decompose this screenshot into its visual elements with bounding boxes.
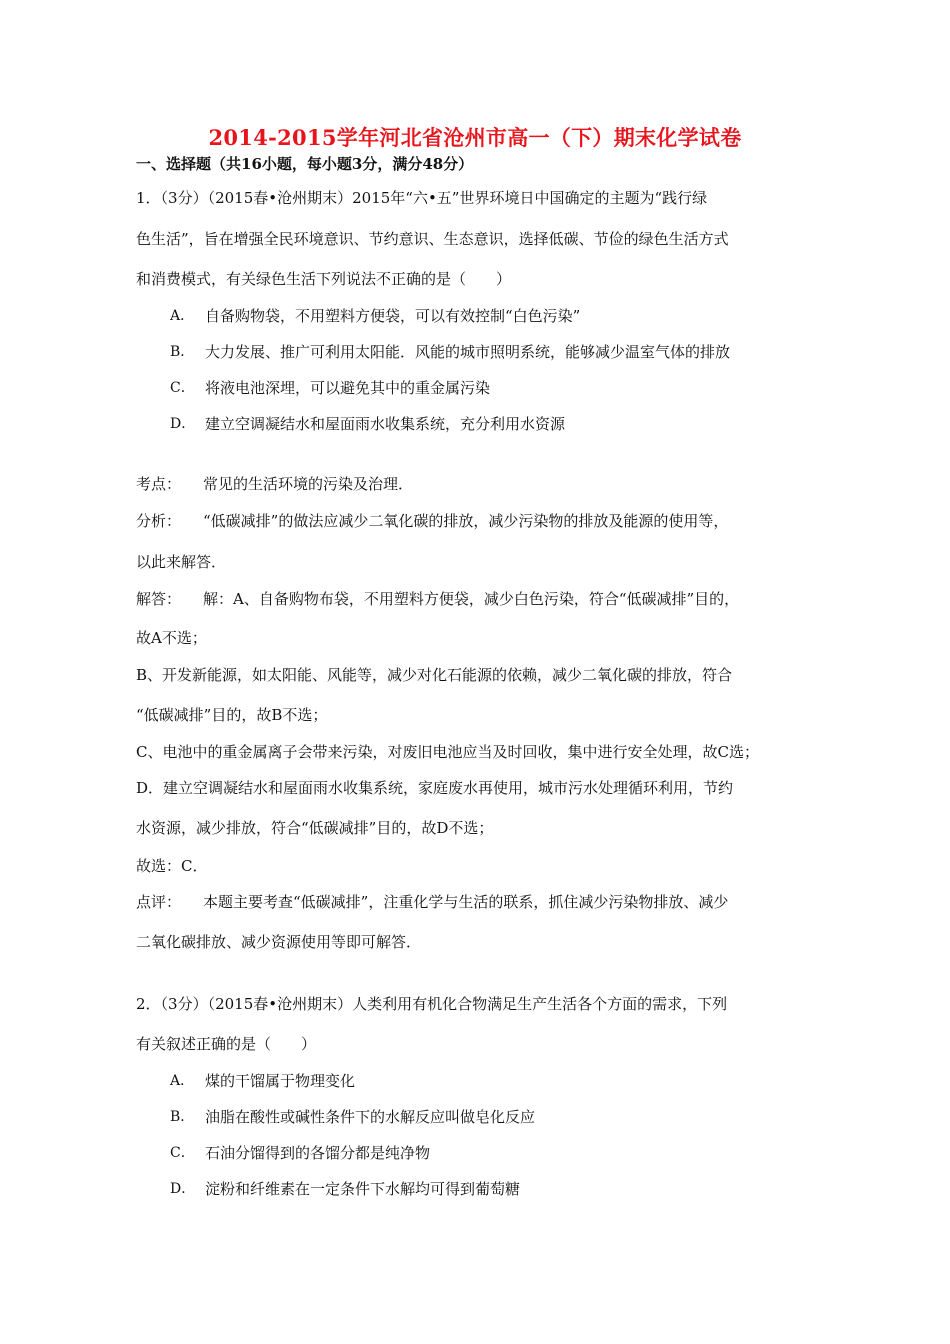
jieda-line: C、电池中的重金属离子会带来污染，对废旧电池应当及时回收，集中进行安全处理，故C选； (136, 743, 759, 761)
jieda-line: “低碳减排”目的，故B不选； (136, 706, 328, 724)
jieda-line: 水资源，减少排放，符合“低碳减排”目的，故D不选； (136, 819, 494, 837)
section-heading: 一、选择题（共16小题，每小题3分，满分48分） (136, 155, 474, 173)
kaodian-text: 常见的生活环境的污染及治理． (203, 475, 414, 493)
jieda-line: 故选：C． (136, 857, 208, 875)
q2-option-text-a: 煤的干馏属于物理变化 (205, 1072, 356, 1090)
dianping-label: 点评： (136, 893, 182, 911)
jieda-line: B、开发新能源，如太阳能、风能等，减少对化石能源的依赖，减少二氧化碳的排放，符合 (136, 666, 733, 684)
q1-option-text-a: 自备购物袋，不用塑料方便袋，可以有效控制“白色污染” (205, 307, 581, 325)
q2-option-text-c: 石油分馏得到的各馏分都是纯净物 (205, 1144, 431, 1162)
jieda-line: D．建立空调凝结水和屋面雨水收集系统，家庭废水再使用，城市污水处理循环利用，节约 (136, 779, 734, 797)
q2-option-letter-c: C． (170, 1145, 195, 1161)
q2-option-text-d: 淀粉和纤维素在一定条件下水解均可得到葡萄糖 (205, 1180, 521, 1198)
dianping-text-continued: 二氧化碳排放、减少资源使用等即可解答． (136, 933, 422, 951)
q2-stem-line: 2．（3分）（2015春•沧州期末）人类利用有机化合物满足生产生活各个方面的需求，下列 (136, 995, 728, 1013)
jieda-label: 解答： (136, 590, 182, 608)
q1-option-text-c: 将液电池深埋，可以避免其中的重金属污染 (205, 379, 491, 397)
fenxi-label: 分析： (136, 512, 182, 530)
page-title: 2014-2015学年河北省沧州市高一（下）期末化学试卷 (208, 125, 742, 150)
q1-option-letter-b: B． (170, 344, 195, 360)
q2-option-letter-d: D． (170, 1181, 196, 1197)
q1-option-text-d: 建立空调凝结水和屋面雨水收集系统，充分利用水资源 (205, 415, 566, 433)
q1-option-letter-d: D． (170, 416, 196, 432)
q2-stem-line: 有关叙述正确的是（ ） (136, 1035, 317, 1053)
q1-stem-line: 色生活”，旨在增强全民环境意识、节约意识、生态意识，选择低碳、节俭的绿色生活方式 (136, 230, 729, 248)
q2-option-letter-b: B． (170, 1109, 195, 1125)
kaodian-label: 考点： (136, 475, 182, 493)
q1-option-letter-a: A． (170, 308, 195, 324)
q2-option-text-b: 油脂在酸性或碱性条件下的水解反应叫做皂化反应 (205, 1108, 536, 1126)
q1-option-letter-c: C． (170, 380, 195, 396)
q1-stem-line: 和消费模式，有关绿色生活下列说法不正确的是（ ） (136, 270, 512, 288)
fenxi-text: “低碳减排”的做法应减少二氧化碳的排放，减少污染物的排放及能源的使用等， (203, 512, 729, 530)
dianping-text: 本题主要考查“低碳减排”，注重化学与生活的联系，抓住减少污染物排放、减少 (203, 893, 729, 911)
fenxi-text-continued: 以此来解答． (136, 553, 227, 571)
q1-option-text-b: 大力发展、推广可利用太阳能．风能的城市照明系统，能够减少温室气体的排放 (205, 343, 731, 361)
q2-option-letter-a: A． (170, 1073, 195, 1089)
jieda-text: 解：A、自备购物布袋，不用塑料方便袋，减少白色污染，符合“低碳减排”目的， (203, 590, 740, 608)
q1-stem-line: 1．（3分）（2015春•沧州期末）2015年“六•五”世界环境日中国确定的主题为“践行绿 (136, 189, 708, 207)
jieda-line: 故A不选； (136, 629, 207, 647)
